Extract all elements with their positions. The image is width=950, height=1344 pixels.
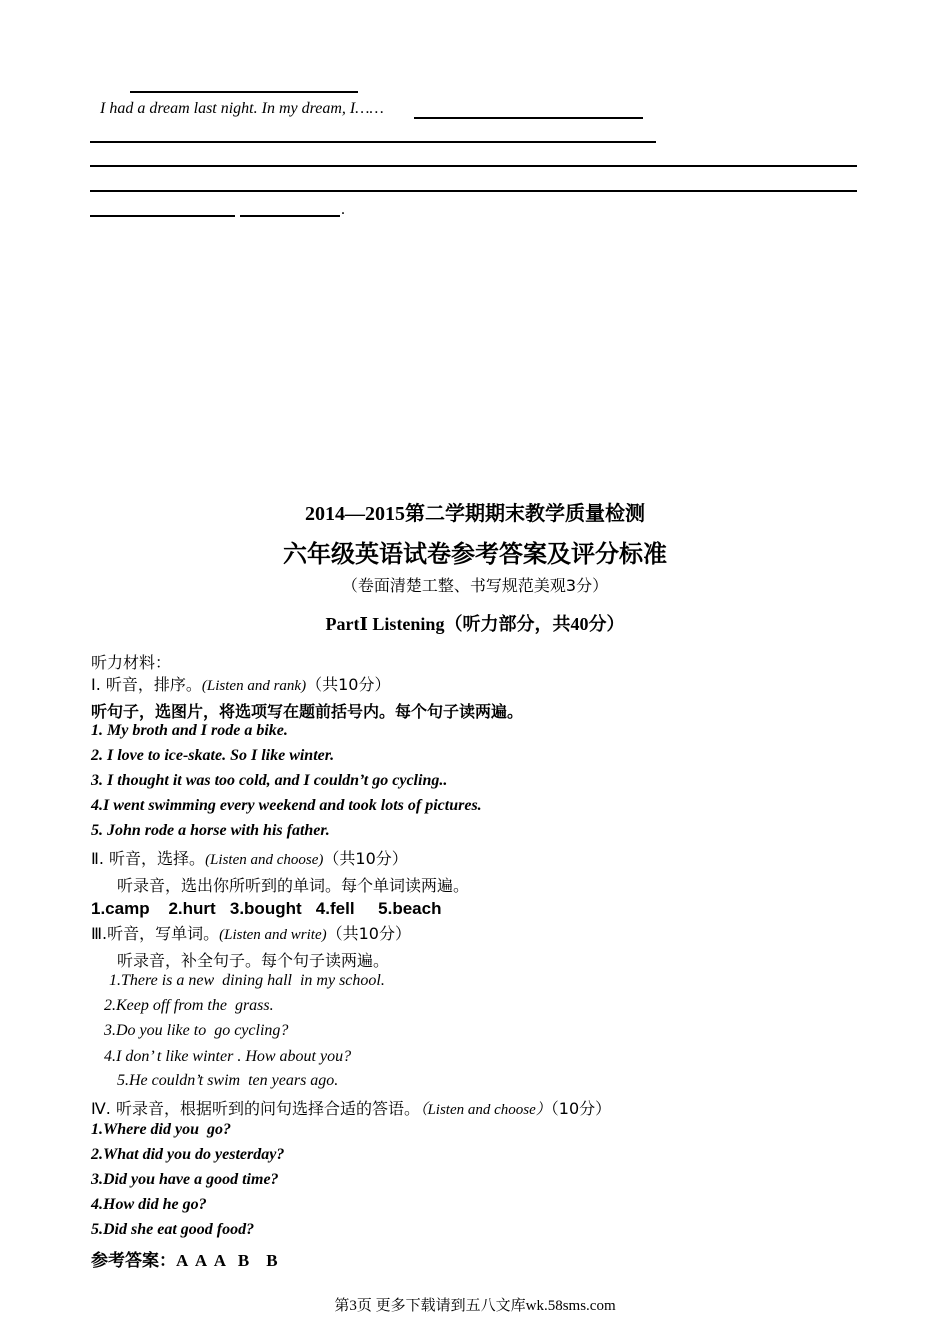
list-item: 1. My broth and I rode a bike. — [91, 722, 288, 739]
list-item: 5.He couldn’t swim ten years ago. — [117, 1072, 339, 1089]
section-4-points: （10分） — [550, 1099, 612, 1118]
list-item: 3.Do you like to go cycling? — [104, 1022, 289, 1039]
writing-blank-line — [90, 190, 857, 192]
section-4-heading — [91, 1096, 611, 1119]
list-item: 4.I went swimming every weekend and took lots of pictures. — [91, 797, 482, 814]
materials-label: 听力材料： — [91, 653, 172, 672]
list-item: 4.I don’ t like winter . How about you? — [104, 1048, 352, 1065]
section-4-heading-text: Ⅳ. 听录音，根据听到的问句选择合适的答语。 — [91, 1099, 420, 1118]
section-3-points: （共10分） — [326, 924, 411, 943]
page-subtitle: 六年级英语试卷参考答案及评分标准 — [283, 542, 667, 568]
section-2-points: （共10分） — [323, 849, 408, 868]
writing-blank-line — [130, 91, 358, 93]
section-2-words: 1.camp 2.hurt 3.bought 4.fell 5.beach — [91, 899, 442, 918]
writing-blank-line — [90, 165, 857, 167]
scoring-note: （卷面清楚工整、书写规范美观3分） — [341, 576, 609, 595]
section-2-heading-en: (Listen and choose) — [205, 852, 324, 868]
list-item: 2. I love to ice-skate. So I like winter. — [91, 747, 335, 764]
list-item: 2.What did you do yesterday? — [91, 1146, 285, 1163]
section-1-instruction: 听句子，选图片，将选项写在题前括号内。每个句子读两遍。 — [91, 702, 524, 721]
part-heading: PartⅠ Listening（听力部分，共40分） — [325, 614, 625, 634]
section-2-instruction: 听录音，选出你所听到的单词。每个单词读两遍。 — [117, 876, 470, 895]
answers-line — [91, 1246, 278, 1271]
page-footer: 第3页 更多下载请到五八文库wk.58sms.com — [334, 1298, 616, 1314]
list-item: 1.There is a new dining hall in my school. — [109, 972, 385, 989]
section-2-heading-text: Ⅱ. 听音，选择。 — [91, 849, 206, 868]
section-1-heading — [91, 672, 390, 695]
section-1-heading-text: Ⅰ. 听音，排序。 — [91, 675, 202, 694]
list-item: 3. I thought it was too cold, and I couldn’t go cycling.. — [91, 772, 448, 789]
writing-blank-line — [90, 141, 656, 143]
writing-prompt: I had a dream last night. In my dream, I…… — [100, 100, 384, 117]
list-item: 3.Did you have a good time? — [91, 1171, 279, 1188]
section-3-instruction: 听录音，补全句子。每个句子读两遍。 — [117, 951, 390, 970]
list-item: 5. John rode a horse with his father. — [91, 822, 330, 839]
writing-blank-line — [414, 117, 643, 119]
page-title: 2014—2015第二学期期末教学质量检测 — [305, 503, 645, 525]
section-2-heading — [91, 846, 408, 869]
list-item: 2.Keep off from the grass. — [104, 997, 274, 1014]
section-1-points: （共10分） — [306, 675, 391, 694]
writing-period: . — [341, 201, 345, 218]
section-3-heading-en: (Listen and write) — [219, 927, 327, 943]
section-3-heading-text: Ⅲ.听音，写单词。 — [91, 924, 220, 943]
answers-label: 参考答案： — [91, 1251, 176, 1271]
list-item: 5.Did she eat good food? — [91, 1221, 255, 1238]
section-4-heading-en: （Listen and choose） — [419, 1102, 551, 1118]
answers-value: A A A B B — [176, 1251, 278, 1270]
writing-blank-line — [240, 215, 340, 217]
section-3-heading — [91, 921, 411, 944]
list-item: 1.Where did you go? — [91, 1121, 231, 1138]
writing-blank-line — [90, 215, 235, 217]
section-1-heading-en: (Listen and rank) — [201, 678, 307, 694]
list-item: 4.How did he go? — [91, 1196, 207, 1213]
